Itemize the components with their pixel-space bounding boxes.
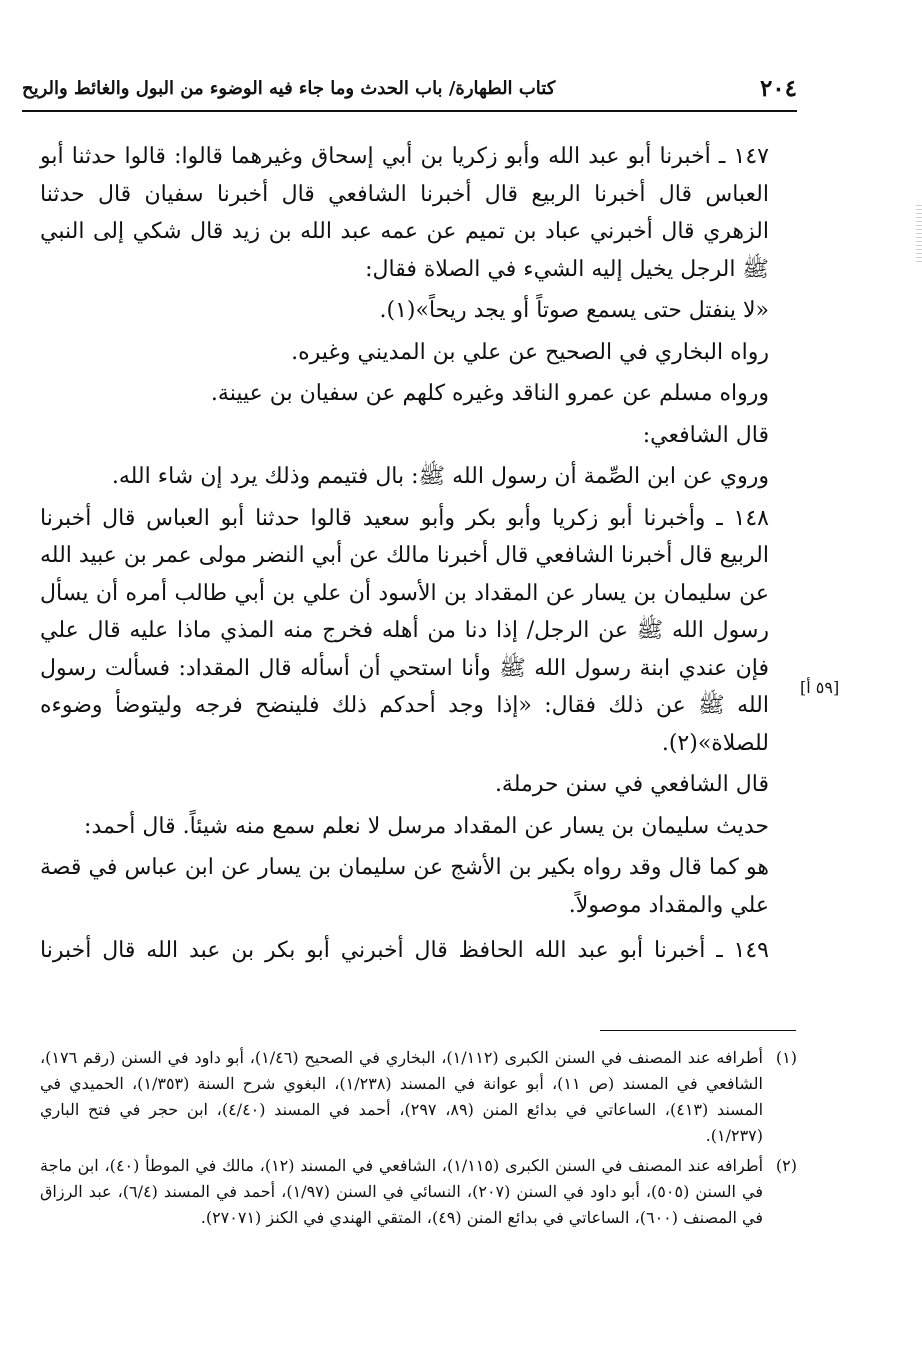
manuscript-folio-marker: [٥٩ أ] [800,678,840,697]
hadith-147: ١٤٧ ـ أخبرنا أبو عبد الله وأبو زكريا بن أبي إسحاق وغيرهما قالوا: قالوا حدثنا أبو العباس قال أخبرنا الربيع قال أخبرنا الشافعي قال أخبرنا سفيان قال حدثنا الزهري قال أخبرني عباد بن تميم عن عمه عبد الله بن زيد قال شكي إلى النبي ﷺ الرجل يخيل إليه الشيء في الصلاة فقال: [40,144,769,282]
footnote-text: أطرافه عند المصنف في السنن الكبرى (١/١١٢)، البخاري في الصحيح (١/٤٦)، أبو داود في السنن (رقم ١٧٦)، الشافعي في المسند (ص ١١)، أبو عوانة في المسند (١/٢٣٨)، البغوي شرح السنة (١/٣٥٣)، الحميدي في المسند (٤١٣)، الساعاتي في بدائع المنن (٨٩، ٢٩٧)، أحمد في المسند (٤/٤٠)، ابن حجر في فتح الباري (١/٢٣٧). [40,1048,764,1145]
footnote-text: أطرافه عند المصنف في السنن الكبرى (١/١١٥)، الشافعي في المسند (١٢)، مالك في الموطأ (٤٠)، ابن ماجة في السنن (٥٠٥)، أبو داود في السنن (٢٠٧)، النسائي في السنن (١/٩٧)، أحمد في المسند (٦/٤)، عبد الرزاق في المصنف (٦٠٠)، الساعاتي في بدائع المنن (٤٩)، المتقي الهندي في الكنز (٢٧٠٧١). [40,1156,764,1227]
hadith-147-matn: «لا ينفتل حتى يسمع صوتاً أو يجد ريحاً»(١). [379,298,769,323]
ibn-simma-report: وروي عن ابن الصِّمة أن رسول الله ﷺ: بال فتيمم وذلك يرد إن شاء الله. [111,464,769,489]
page-number: ٢٠٤ [759,74,797,102]
header-divider [22,110,797,112]
hadith-148: ١٤٨ ـ وأخبرنا أبو زكريا وأبو بكر وأبو سعيد قالوا حدثنا أبو العباس قال أخبرنا الربيع قال أخبرنا الشافعي قال أخبرنا مالك عن أبي النضر مولى عمر بن عبيد الله عن سليمان بن يسار عن المقداد بن الأسود أن علي بن أبي طالب أمره أن يسأل رسول الله ﷺ عن الرجل/ إذا دنا من أهله فخرج منه المذي ماذا عليه قال علي فإن عندي ابنة رسول الله ﷺ وأنا استحي أن أسأله قال المقداد: فسألت رسول الله ﷺ عن ذلك فقال: «إذا وجد أحدكم ذلك فلينضح فرجه وليتوضأ وضوءه للصلاة»(٢). [40,505,769,756]
footnote-number: (١) [775,1048,797,1067]
footnote [40,1045,797,1149]
footnote-divider [600,1030,796,1031]
page-header [22,70,797,106]
scan-edge-mark [916,205,922,265]
takhrij-bukhari: رواه البخاري في الصحيح عن علي بن المديني وغيره. [291,339,769,365]
shafii-note: قال الشافعي: [642,422,769,448]
ahmad-comment: هو كما قال وقد رواه بكير بن الأشج عن سليمان بن يسار عن ابن عباس في قصة علي والمقداد موصولاً. [40,855,769,918]
footnote-number: (٢) [775,1156,797,1175]
hadith-149: ١٤٩ ـ أخبرنا أبو عبد الله الحافظ قال أخبرني أبو بكر بن عبد الله قال أخبرنا [40,938,769,963]
mursal-note: حديث سليمان بن يسار عن المقداد مرسل لا نعلم سمع منه شيئاً. قال أحمد: [84,813,769,839]
harmala-note: قال الشافعي في سنن حرملة. [494,772,769,797]
main-text [40,138,797,974]
running-title: كتاب الطهارة/ باب الحدث وما جاء فيه الوضوء من البول والغائط والريح [22,77,556,99]
takhrij-muslim: ورواه مسلم عن عمرو الناقد وغيره كلهم عن سفيان بن عيينة. [210,381,769,406]
footnotes [40,1045,797,1235]
footnote [40,1153,797,1231]
